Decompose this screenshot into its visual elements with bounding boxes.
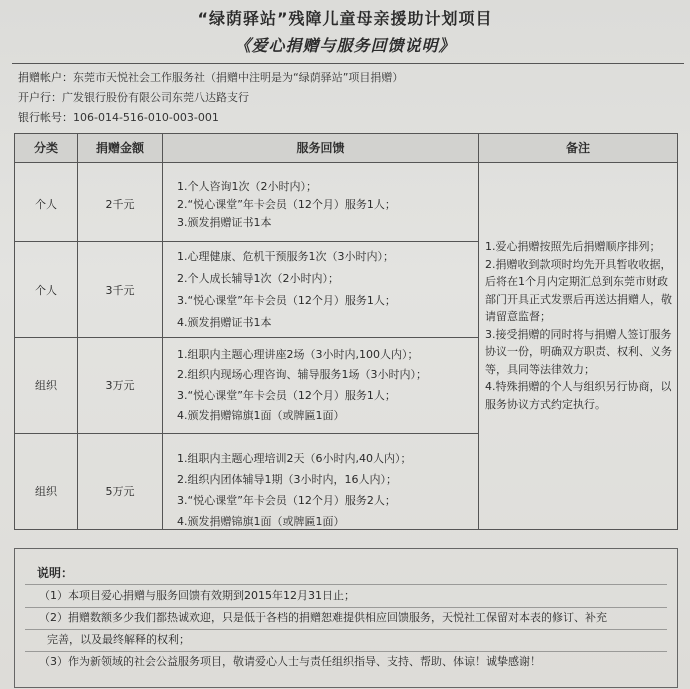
row-service-line: 3.“悦心课堂”年卡会员（12个月）服务2人； — [177, 494, 396, 507]
document-subtitle: 《爱心捐赠与服务回馈说明》 — [234, 36, 456, 55]
row-category: 个人 — [35, 198, 57, 211]
grid-line — [15, 433, 478, 434]
bank-value: 广发银行股份有限公司东莞八达路支行 — [62, 91, 249, 104]
row-amount: 3万元 — [105, 379, 135, 392]
row-service-line: 2.个人成长辅导1次（2小时内）； — [177, 272, 339, 285]
grid-line — [77, 134, 78, 529]
bank-line — [18, 91, 678, 105]
row-service-line: 4.颁发捐赠证书1本 — [177, 316, 272, 329]
grid-line — [15, 162, 677, 163]
header-amount: 捐赠金额 — [78, 134, 162, 162]
row-service-line: 1.个人咨询1次（2小时内）； — [177, 180, 317, 193]
grid-line — [162, 134, 163, 529]
donation-table — [14, 133, 678, 530]
note-item: 4.特殊捐赠的个人与组织另行协商，以服务协议方式约定执行。 — [485, 380, 672, 411]
notes-cell — [485, 238, 673, 413]
account-number-line — [18, 111, 678, 125]
account-number-label: 银行帐号： — [18, 111, 73, 124]
row-service-line: 2.组织内现场心理咨询、辅导服务1场（3小时内）； — [177, 368, 427, 381]
row-amount: 2千元 — [105, 198, 135, 211]
grid-line — [15, 337, 478, 338]
row-category: 个人 — [35, 284, 57, 297]
note-item: 3.接受捐赠的同时将与捐赠人签订服务协议一份，明确双方职责、权利、义务等，具同等法律效力； — [485, 327, 672, 376]
row-service-line: 1.组职内主题心理培训2天（6小时内,40人内）； — [177, 452, 412, 465]
grid-line — [15, 241, 478, 242]
explanation-line: （3）作为新领域的社会公益服务项目，敬请爱心人士与责任组织指导、支持、帮助、体谅！诚挚感谢！ — [39, 655, 541, 668]
row-service-line: 4.颁发捐赠锦旗1面（或牌匾1面） — [177, 409, 345, 422]
grid-line — [478, 134, 479, 529]
note-item: 2.捐赠收到款项时均先开具暂收收据，后将在1个月内定期汇总到东莞市财政部门开具正式发票后再送达捐赠人，敬请留意监督； — [485, 257, 672, 323]
bank-label: 开户行： — [18, 91, 62, 104]
account-number-value: 106-014-516-010-003-001 — [73, 111, 219, 124]
header-service: 服务回馈 — [163, 134, 478, 162]
explanation-line: 完善，以及最终解释的权利； — [47, 633, 190, 646]
donation-account-label: 捐赠帐户： — [18, 71, 73, 84]
document-title: “绿荫驿站”残障儿童母亲援助计划项目 — [197, 9, 493, 28]
row-category: 组织 — [35, 485, 57, 498]
row-service-line: 1.组职内主题心理讲座2场（3小时内,100人内）； — [177, 348, 419, 361]
explanation-line: （1）本项目爱心捐赠与服务回馈有效期到2015年12月31日止； — [39, 589, 355, 602]
row-category: 组织 — [35, 379, 57, 392]
row-service-line: 2.“悦心课堂”年卡会员（12个月）服务1人； — [177, 198, 396, 211]
divider — [25, 584, 667, 585]
header-category: 分类 — [15, 134, 77, 162]
explanation-label: 说明： — [37, 566, 74, 580]
row-service-line: 3.颁发捐赠证书1本 — [177, 216, 272, 229]
divider — [12, 63, 684, 64]
row-amount: 3千元 — [105, 284, 135, 297]
divider — [25, 629, 667, 630]
donation-account-line — [18, 71, 678, 85]
donation-account-value: 东莞市天悦社会工作服务社（捐赠中注明是为“绿荫驿站”项目捐赠） — [73, 71, 404, 84]
row-service-line: 2.组织内团体辅导1期（3小时内，16人内）； — [177, 473, 397, 486]
row-service-line: 4.颁发捐赠锦旗1面（或牌匾1面） — [177, 515, 345, 528]
explanation-line: （2）捐赠数额多少我们都热诚欢迎，只是低于各档的捐赠恕难提供相应回馈服务，天悦社工保留对本表的修订、补充 — [39, 611, 607, 624]
row-service-line: 1.心理健康、危机干预服务1次（3小时内）； — [177, 250, 394, 263]
row-service-line: 3.“悦心课堂”年卡会员（12个月）服务1人； — [177, 294, 396, 307]
row-amount: 5万元 — [105, 485, 135, 498]
divider — [25, 607, 667, 608]
row-service-line: 3.“悦心课堂”年卡会员（12个月）服务1人； — [177, 389, 396, 402]
note-item: 1.爱心捐赠按照先后捐赠顺序排列； — [485, 240, 661, 253]
explanation-box — [14, 548, 678, 688]
header-note: 备注 — [479, 134, 677, 162]
divider — [25, 651, 667, 652]
